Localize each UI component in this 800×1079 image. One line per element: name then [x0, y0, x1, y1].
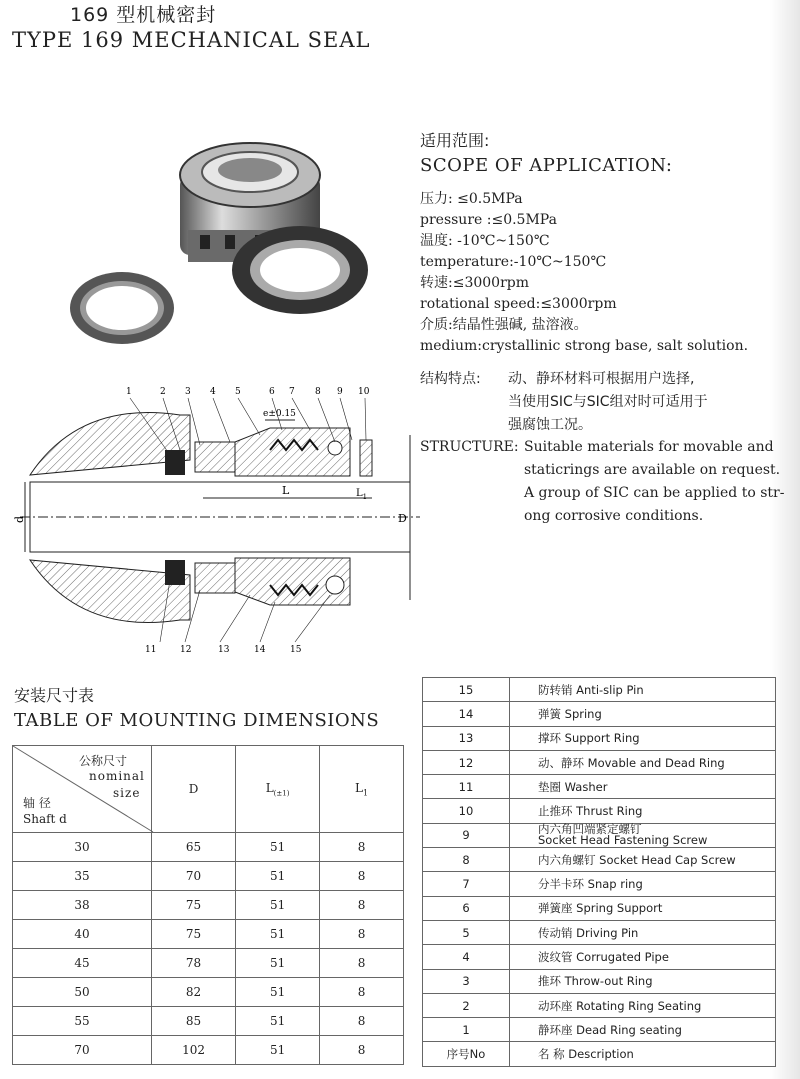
part-number: 2 [423, 993, 510, 1017]
scope-heading-cn: 适用范围: [420, 131, 490, 150]
part-name: 止推环 Thrust Ring [510, 799, 776, 823]
scope-line: 温度: -10℃~150℃ [420, 233, 550, 249]
mounting-table [12, 745, 404, 1065]
structure-cn-line: 强腐蚀工况。 [508, 417, 592, 433]
structure-cn-line: 动、静环材料可根据用户选择, [508, 371, 695, 387]
drawing-label: 9 [337, 387, 343, 397]
cell-D: 102 [152, 1036, 236, 1065]
mounting-heading-en: TABLE OF MOUNTING DIMENSIONS [14, 710, 380, 731]
structure-label-en: STRUCTURE: [420, 439, 519, 455]
header-nominal-cn: 公称尺寸 [79, 754, 128, 768]
part-number: 9 [423, 823, 510, 847]
part-number: 13 [423, 726, 510, 750]
drawing-label: 2 [160, 387, 166, 397]
table-row [13, 978, 404, 1007]
table-row [423, 678, 776, 702]
cell-L: 51 [236, 891, 320, 920]
table-row [13, 949, 404, 978]
part-name: 撑环 Support Ring [510, 726, 776, 750]
part-name: 动环座 Rotating Ring Seating [510, 993, 776, 1017]
cell-L1: 8 [320, 1036, 404, 1065]
structure-en-line: A group of SIC can be applied to str- [524, 485, 785, 501]
footer-name-header: 名 称 Description [510, 1042, 776, 1066]
header-L1: $L_1$ [320, 746, 404, 833]
title-cn: 169 型机械密封 [70, 4, 217, 26]
header-D: D [152, 746, 236, 833]
cell-shaft: 55 [13, 1007, 152, 1036]
part-number: 4 [423, 945, 510, 969]
part-name: 静环座 Dead Ring seating [510, 1018, 776, 1042]
table-row [423, 872, 776, 896]
structure-en-line: staticrings are available on request. [524, 462, 781, 478]
drawing-label: 10 [358, 387, 370, 397]
cell-L: 51 [236, 1007, 320, 1036]
part-name: 推环 Throw-out Ring [510, 969, 776, 993]
scope-line: rotational speed:≤3000rpm [420, 296, 617, 312]
cell-L: 51 [236, 1036, 320, 1065]
header-shaft-cn: 轴 径 [23, 796, 51, 810]
drawing-label: 12 [180, 645, 192, 655]
part-number: 1 [423, 1018, 510, 1042]
table-row [423, 1018, 776, 1042]
drawing-label: 3 [185, 387, 191, 397]
mounting-heading-cn: 安装尺寸表 [14, 686, 95, 705]
structure-en-line: ong corrosive conditions. [524, 508, 704, 524]
drawing-label: 7 [289, 387, 295, 397]
cell-L1: 8 [320, 920, 404, 949]
part-number: 3 [423, 969, 510, 993]
table-row [423, 969, 776, 993]
drawing-label: 1 [126, 387, 132, 397]
structure-cn-text [508, 368, 708, 437]
part-number: 7 [423, 872, 510, 896]
part-number: 11 [423, 775, 510, 799]
cell-L1: 8 [320, 891, 404, 920]
drawing-label: e±0.15 [263, 409, 296, 419]
header-nominal-en1: nominal [89, 769, 145, 783]
cell-shaft: 50 [13, 978, 152, 1007]
diagonal-header-cell [13, 746, 152, 833]
table-row [423, 726, 776, 750]
table-row [423, 993, 776, 1017]
cell-L1: 8 [320, 1007, 404, 1036]
cell-L: 51 [236, 833, 320, 862]
structure-label-cn: 结构特点: [420, 371, 481, 387]
table-header-row [13, 746, 404, 833]
drawing-label: 15 [290, 645, 302, 655]
parts-table [422, 677, 776, 1067]
part-name: 内六角凹端紧定螺钉 Socket Head Fastening Screw [510, 823, 776, 847]
table-row [423, 848, 776, 872]
footer-number-header: 序号No [423, 1042, 510, 1066]
product-photo [60, 120, 390, 360]
part-number: 10 [423, 799, 510, 823]
header-shaft-en: Shaft d [23, 812, 67, 826]
drawing-label: L [282, 484, 290, 497]
cell-shaft: 35 [13, 862, 152, 891]
part-name: 动、静环 Movable and Dead Ring [510, 750, 776, 774]
part-number: 12 [423, 750, 510, 774]
part-number: 14 [423, 702, 510, 726]
drawing-label: 8 [315, 387, 321, 397]
scope-line: temperature:-10℃~150℃ [420, 254, 607, 270]
cell-D: 85 [152, 1007, 236, 1036]
table-row [423, 750, 776, 774]
scope-line: pressure :≤0.5MPa [420, 212, 557, 228]
drawing-label: 11 [145, 645, 157, 655]
scope-line: 介质:结晶性强碱, 盐溶液。 [420, 317, 588, 333]
cell-L: 51 [236, 978, 320, 1007]
cell-L: 51 [236, 920, 320, 949]
scope-heading-en: SCOPE OF APPLICATION: [420, 155, 673, 176]
drawing-label: 6 [269, 387, 275, 397]
cell-L1: 8 [320, 949, 404, 978]
cell-shaft: 45 [13, 949, 152, 978]
drawing-label: d [13, 515, 26, 523]
table-row [13, 833, 404, 862]
cell-D: 75 [152, 891, 236, 920]
part-name: 垫圈 Washer [510, 775, 776, 799]
table-row [13, 862, 404, 891]
part-name: 内六角螺钉 Socket Head Cap Screw [510, 848, 776, 872]
part-number: 8 [423, 848, 510, 872]
table-row [423, 945, 776, 969]
technical-drawing [13, 380, 420, 655]
drawing-label: 5 [235, 387, 241, 397]
cell-D: 75 [152, 920, 236, 949]
table-row [423, 799, 776, 823]
cell-L1: 8 [320, 978, 404, 1007]
cell-D: 82 [152, 978, 236, 1007]
table-row [423, 920, 776, 944]
cell-D: 78 [152, 949, 236, 978]
drawing-label: 14 [254, 645, 266, 655]
table-row [423, 823, 776, 847]
part-number: 15 [423, 678, 510, 702]
table-footer-row [423, 1042, 776, 1066]
cell-shaft: 30 [13, 833, 152, 862]
title-en: TYPE 169 MECHANICAL SEAL [12, 28, 371, 52]
cell-shaft: 40 [13, 920, 152, 949]
cell-D: 65 [152, 833, 236, 862]
drawing-label: D [398, 512, 407, 525]
part-name: 分半卡环 Snap ring [510, 872, 776, 896]
table-row [423, 775, 776, 799]
table-row [13, 920, 404, 949]
drawing-label: $L_1$ [356, 488, 368, 501]
scope-line: 压力: ≤0.5MPa [420, 191, 523, 207]
table-row [13, 1007, 404, 1036]
part-name: 弹簧座 Spring Support [510, 896, 776, 920]
part-name: 弹簧 Spring [510, 702, 776, 726]
scope-list [420, 189, 780, 357]
structure-en-text [524, 436, 784, 528]
cell-D: 70 [152, 862, 236, 891]
cell-L1: 8 [320, 833, 404, 862]
part-name: 防转销 Anti-slip Pin [510, 678, 776, 702]
header-nominal-en2: size [113, 786, 141, 800]
cell-L1: 8 [320, 862, 404, 891]
drawing-label: 13 [218, 645, 230, 655]
cell-shaft: 38 [13, 891, 152, 920]
table-row [423, 702, 776, 726]
table-row [13, 891, 404, 920]
structure-cn-line: 当使用SIC与SIC组对时可适用于 [508, 394, 708, 410]
part-number: 5 [423, 920, 510, 944]
header-L: $L_{(\pm 1)}$ [236, 746, 320, 833]
table-row [423, 896, 776, 920]
scope-line: medium:crystallinic strong base, salt solution. [420, 338, 749, 354]
part-name: 传动销 Driving Pin [510, 920, 776, 944]
cell-shaft: 70 [13, 1036, 152, 1065]
cell-L: 51 [236, 949, 320, 978]
drawing-label: 4 [210, 387, 216, 397]
structure-en-line: Suitable materials for movable and [524, 439, 774, 455]
part-number: 6 [423, 896, 510, 920]
scope-line: 转速:≤3000rpm [420, 275, 530, 291]
cell-L: 51 [236, 862, 320, 891]
part-name: 波纹管 Corrugated Pipe [510, 945, 776, 969]
table-row [13, 1036, 404, 1065]
